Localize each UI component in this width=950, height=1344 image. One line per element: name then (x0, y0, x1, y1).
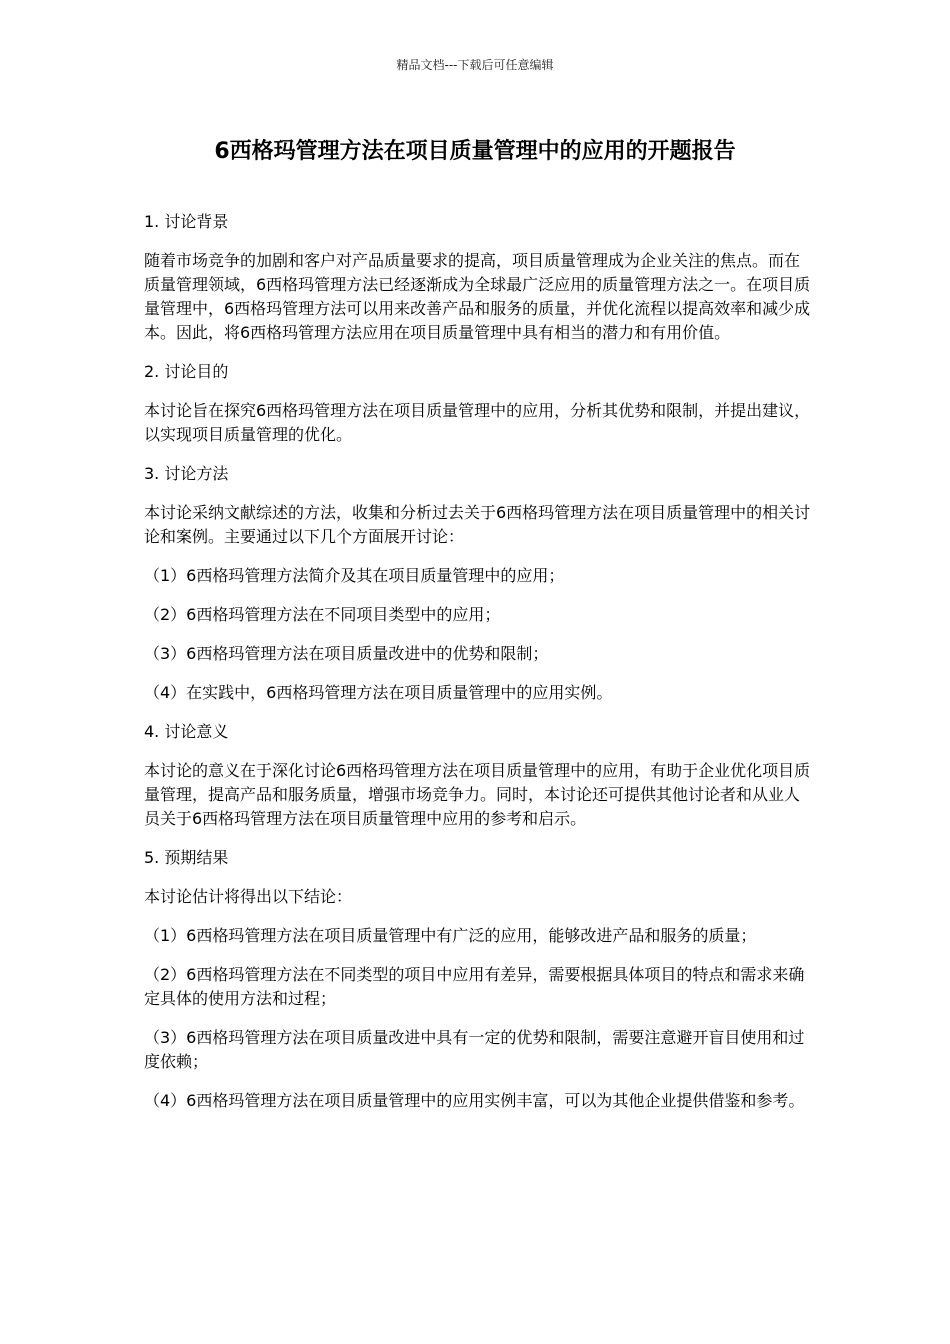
list-item: （3）6西格玛管理方法在项目质量改进中的优势和限制； (144, 644, 549, 663)
list-item: （4）在实践中，6西格玛管理方法在项目质量管理中的应用实例。 (144, 683, 613, 702)
document-title: 6西格玛管理方法在项目质量管理中的应用的开题报告 (214, 139, 736, 164)
paragraph-expected-results: 本讨论估计将得出以下结论： (144, 887, 353, 906)
section-heading-background: 1. 讨论背景 (144, 212, 229, 231)
list-item: （1）6西格玛管理方法简介及其在项目质量管理中的应用； (144, 566, 565, 585)
paragraph-method: 本讨论采纳文献综述的方法，收集和分析过去关于6西格玛管理方法在项目质量管理中的相关讨论和案例。主要通过以下几个方面展开讨论： (144, 503, 811, 546)
section-heading-method: 3. 讨论方法 (144, 464, 229, 483)
section-heading-expected-results: 5. 预期结果 (144, 848, 229, 867)
section-heading-significance: 4. 讨论意义 (144, 722, 229, 741)
list-item: （2）6西格玛管理方法在不同项目类型中的应用； (144, 605, 501, 624)
paragraph-significance: 本讨论的意义在于深化讨论6西格玛管理方法在项目质量管理中的应用，有助于企业优化项目质量管理，提高产品和服务质量，增强市场竞争力。同时，本讨论还可提供其他讨论者和从业人员关于6西格玛管理方法在项目质量管理中应用的参考和启示。 (144, 761, 811, 828)
list-item: （2）6西格玛管理方法在不同类型的项目中应用有差异，需要根据具体项目的特点和需求来确定具体的使用方法和过程； (144, 965, 805, 1008)
page-header-note: 精品文档---下载后可任意编辑 (396, 58, 554, 72)
paragraph-purpose: 本讨论旨在探究6西格玛管理方法在项目质量管理中的应用，分析其优势和限制，并提出建议，以实现项目质量管理的优化。 (144, 401, 811, 444)
list-item: （3）6西格玛管理方法在项目质量改进中具有一定的优势和限制，需要注意避开盲目使用和过度依赖； (144, 1028, 805, 1071)
list-item: （1）6西格玛管理方法在项目质量管理中有广泛的应用，能够改进产品和服务的质量； (144, 926, 757, 945)
paragraph-background: 随着市场竞争的加剧和客户对产品质量要求的提高，项目质量管理成为企业关注的焦点。而在质量管理领域，6西格玛管理方法已经逐渐成为全球最广泛应用的质量管理方法之一。在项目质量管理中，6西格玛管理方法可以用来改善产品和服务的质量，并优化流程以提高效率和减少成本。因此，将6西格玛管理方法应用在项目质量管理中具有相当的潜力和有用价值。 (144, 251, 811, 342)
list-item: （4）6西格玛管理方法在项目质量管理中的应用实例丰富，可以为其他企业提供借鉴和参考。 (144, 1091, 805, 1110)
document-body (144, 210, 812, 1128)
section-heading-purpose: 2. 讨论目的 (144, 362, 229, 381)
